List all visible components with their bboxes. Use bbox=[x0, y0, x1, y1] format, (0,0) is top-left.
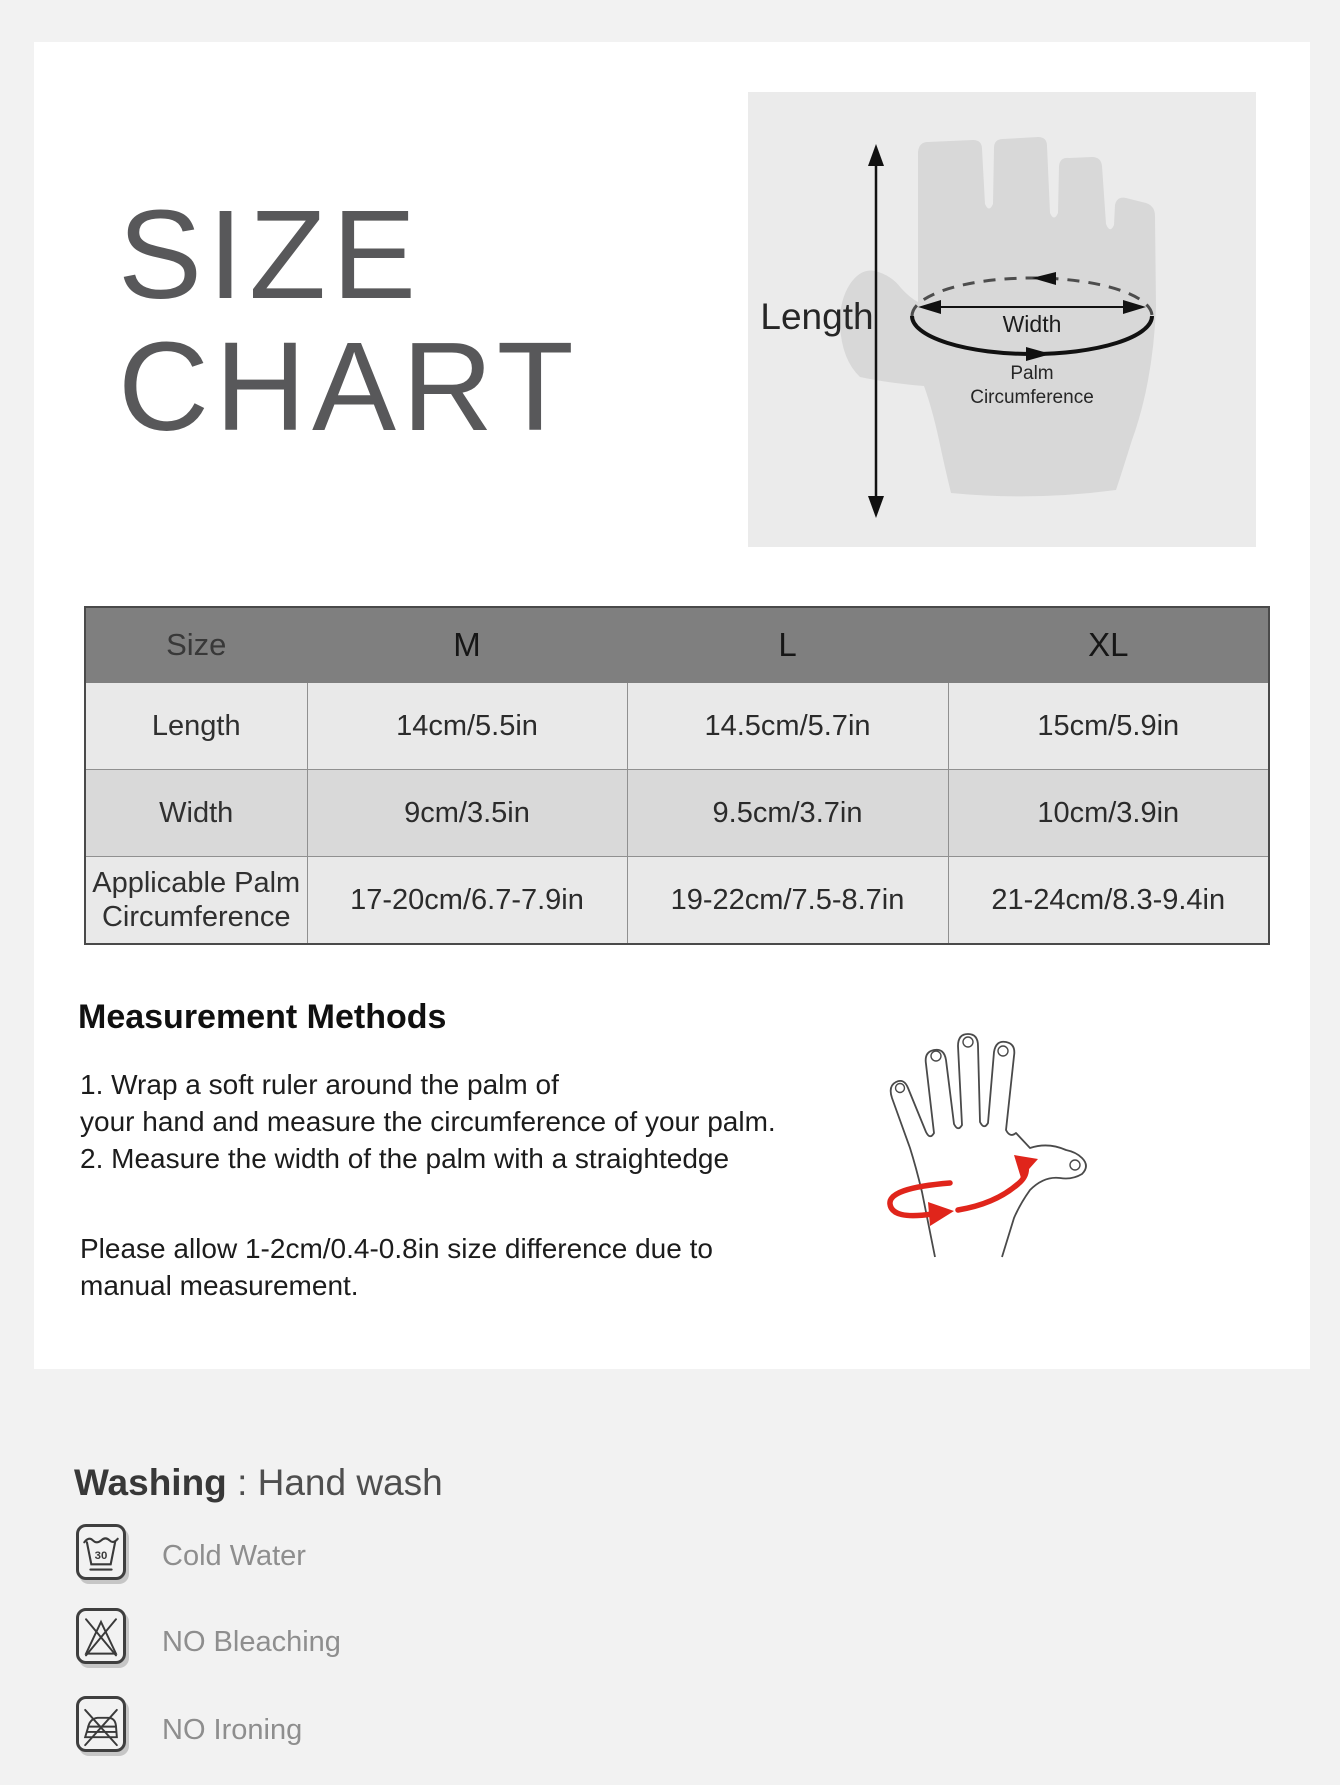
hand-outline bbox=[891, 1034, 1086, 1257]
wash-tub-30-icon bbox=[76, 1524, 126, 1580]
table-header-row bbox=[85, 607, 1269, 683]
value-cell: 19-22cm/7.5-8.7in bbox=[627, 857, 948, 945]
size-table bbox=[84, 606, 1270, 945]
step-line: 1. Wrap a soft ruler around the palm of bbox=[80, 1069, 559, 1100]
palm-circumference-label: Palm Circumference bbox=[970, 363, 1094, 408]
row-label-cell: Width bbox=[85, 770, 307, 857]
header-cell-l: L bbox=[627, 607, 948, 683]
value-cell: 14cm/5.5in bbox=[307, 683, 627, 770]
no-bleach-icon bbox=[76, 1608, 126, 1664]
value-cell: 9.5cm/3.7in bbox=[627, 770, 948, 857]
table-row-width bbox=[85, 770, 1269, 857]
page-title bbox=[118, 184, 580, 457]
washing-heading bbox=[74, 1462, 443, 1504]
width-label: Width bbox=[1002, 311, 1062, 337]
care-label-no-bleaching: NO Bleaching bbox=[162, 1626, 341, 1658]
measurement-steps bbox=[80, 1066, 840, 1177]
page-title-line2: CHART bbox=[118, 316, 580, 457]
no-iron-icon bbox=[76, 1696, 126, 1752]
header-cell-xl: XL bbox=[948, 607, 1269, 683]
header-cell-m: M bbox=[307, 607, 627, 683]
value-cell: 15cm/5.9in bbox=[948, 683, 1269, 770]
step-line: your hand and measure the circumference of your palm. bbox=[80, 1106, 776, 1137]
page-title-line1: SIZE bbox=[118, 184, 423, 325]
measurement-methods-heading: Measurement Methods bbox=[78, 998, 447, 1036]
header-cell-size: Size bbox=[85, 607, 307, 683]
wash-temp: 30 bbox=[94, 1550, 108, 1563]
length-label: Length bbox=[760, 296, 874, 337]
step-line: 2. Measure the width of the palm with a straightedge bbox=[80, 1143, 730, 1174]
washing-value: : Hand wash bbox=[226, 1462, 443, 1503]
row-label-cell: Length bbox=[85, 683, 307, 770]
value-cell: 9cm/3.5in bbox=[307, 770, 627, 857]
table-row-palm-circumference bbox=[85, 857, 1269, 945]
glove-measure-diagram bbox=[748, 92, 1256, 547]
care-label-no-ironing: NO Ironing bbox=[162, 1714, 303, 1746]
value-cell: 21-24cm/8.3-9.4in bbox=[948, 857, 1269, 945]
table-row-length bbox=[85, 683, 1269, 770]
care-label-cold-water: Cold Water bbox=[162, 1540, 306, 1572]
washing-label: Washing bbox=[74, 1462, 227, 1503]
note-line: Please allow 1-2cm/0.4-0.8in size difference due to bbox=[80, 1233, 713, 1264]
value-cell: 14.5cm/5.7in bbox=[627, 683, 948, 770]
value-cell: 10cm/3.9in bbox=[948, 770, 1269, 857]
value-cell: 17-20cm/6.7-7.9in bbox=[307, 857, 627, 945]
hand-measure-illustration bbox=[880, 952, 1140, 1262]
row-label-cell: Applicable Palm Circumference bbox=[85, 857, 307, 945]
measurement-note bbox=[80, 1230, 780, 1304]
note-line: manual measurement. bbox=[80, 1270, 359, 1301]
